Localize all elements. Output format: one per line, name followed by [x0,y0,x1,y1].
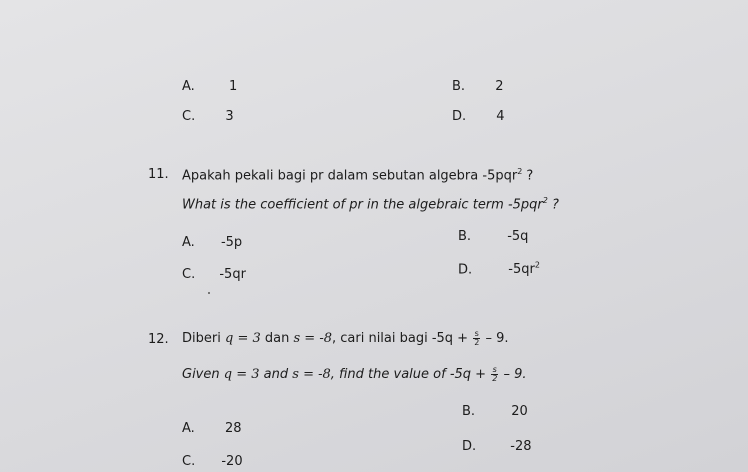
option-value: -5p [220,235,243,250]
q12-option-b[interactable] [462,405,528,418]
q11-question-malay: Apakah pekali bagi pr dalam sebutan algebra -5pqr$^2$ ? [182,167,534,184]
q10-option-d[interactable] [452,110,505,123]
option-value: 3 [225,109,234,124]
q10-option-a[interactable] [182,80,237,93]
q12-option-c[interactable] [182,455,243,468]
q11-number: 11. [148,167,169,182]
option-label: C. [182,109,196,124]
option-label: D. [458,262,473,278]
option-label: B. [462,404,476,419]
option-label: A. [182,79,195,94]
fraction: $\frac{s}{2}$ [492,365,498,383]
option-value: $-5qr^2$ [508,261,540,278]
option-value: 2 [495,79,504,94]
option-label: A. [182,235,195,250]
q11-option-b[interactable] [458,230,528,243]
q12-option-a[interactable] [182,422,241,435]
option-value: 20 [511,404,528,419]
q11-option-d[interactable] [458,262,540,276]
speck [208,292,210,294]
q10-option-b[interactable] [452,80,503,93]
q12-question-english: Given q = 3 and s = -8, find the value of -5q + $\frac{s}{2}$ – 9. [182,365,527,383]
q11-question-english: What is the coefficient of pr in the algebraic term -5pqr$^2$ ? [182,196,559,213]
option-label: D. [462,439,477,454]
option-value: 4 [496,109,505,124]
option-value: -28 [510,439,532,454]
option-label: C. [182,267,196,282]
option-label: D. [452,109,467,124]
q12-question-malay: Diberi q = 3 dan s = -8, cari nilai bagi -5q + $\frac{s}{2}$ – 9. [182,329,509,347]
option-value: 1 [228,79,238,94]
option-label: A. [182,421,195,436]
q10-option-c[interactable] [182,110,234,123]
q11-option-c[interactable] [182,268,246,281]
q11-option-a[interactable] [182,236,242,249]
option-value: -5qr [219,267,246,282]
fraction: $\frac{s}{2}$ [474,329,480,347]
option-label: B. [458,229,472,244]
option-value: -20 [221,454,243,469]
option-label: C. [182,454,196,469]
q12-option-d[interactable] [462,440,532,453]
option-value: -5q [507,229,529,244]
option-label: B. [452,79,466,94]
option-value: 28 [224,421,242,436]
q12-number: 12. [148,332,169,347]
